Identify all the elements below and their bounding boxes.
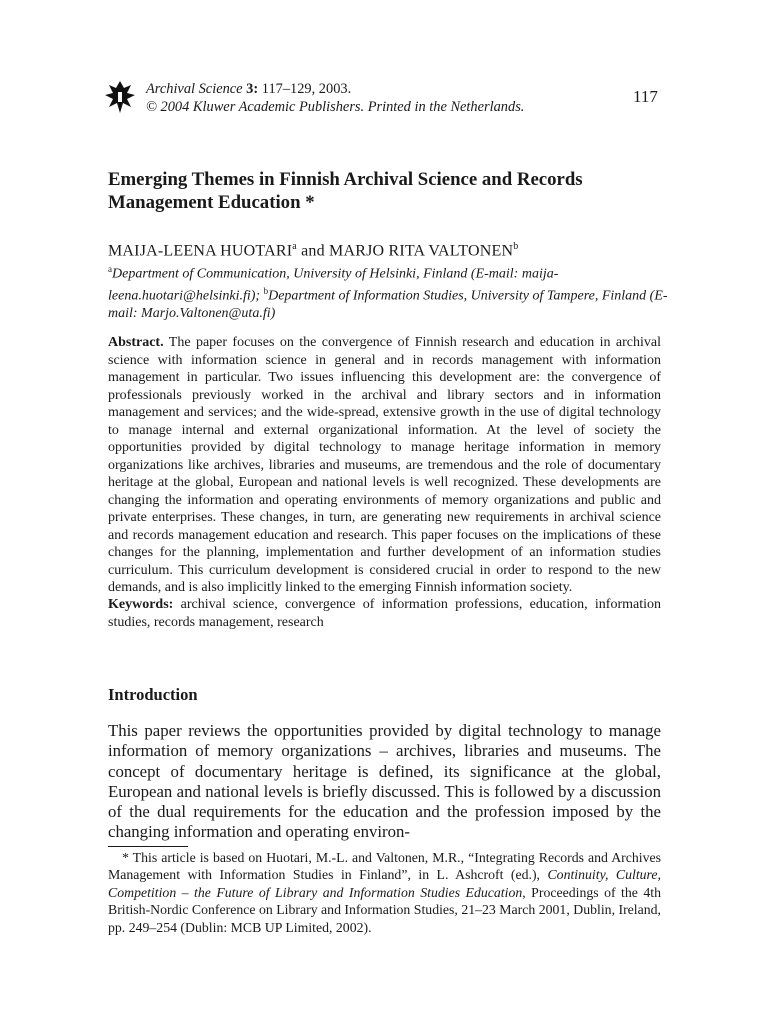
keywords-label: Keywords:	[108, 597, 174, 612]
keywords-block	[108, 596, 661, 631]
keywords-text: archival science, convergence of information professions, education, information studies, records management, research	[108, 597, 661, 630]
abstract-text: The paper focuses on the convergence of Finnish research and education in archival science with information science in general and in records management with information management in particular. Two issues influencing this development are: the convergence of professionals previously worked in the archival and library sectors and in information management and services; and the wide-spread, extensive growth in the use of digital technology to manage internal and external organizational information. At the level of society the opportunities provided by digital technology to manage heritage information in memory organizations like archives, libraries and museums, are tremendous and the role of documentary heritage at the global, European and national levels is well recognized. These developments are changing the information and operating environments of memory organizations and public and private enterprises. These changes, in turn, are generating new requirements in archival science and records management education and research. This paper focuses on the implications of these changes for the planning, implementation and further development of an information studies curriculum. This curriculum development is considered crucial in order to respond to the new demands, and is also implicitly linked to the emerging Finnish information society.	[108, 335, 661, 595]
footnote-book-title: Continuity, Culture, Competition – the Future of Library and Information Studies Education	[108, 867, 661, 900]
paper-title	[108, 168, 668, 214]
page-number: 117	[633, 87, 658, 106]
publisher-logo-icon	[104, 80, 136, 114]
author-1-sup: a	[292, 241, 297, 252]
author-1: MAIJA-LEENA HUOTARI	[108, 242, 293, 260]
journal-pages-year: 117–129, 2003.	[261, 81, 352, 97]
copyright-line: © 2004 Kluwer Academic Publishers. Printed in the Netherlands.	[146, 99, 525, 115]
abstract-label: Abstract.	[108, 335, 164, 350]
author-conjunction: and	[296, 242, 330, 260]
journal-citation	[146, 80, 524, 98]
title-footnote-mark: *	[305, 192, 315, 213]
affiliation-a: Department of Communication, University of Helsinki, Finland (E-mail: maija-leena.huotari@helsinki.fi);	[108, 266, 559, 304]
author-2: MARJO RITA VALTONEN	[329, 242, 514, 260]
affiliation-a-mark: a	[108, 264, 112, 274]
abstract-block	[108, 334, 661, 597]
introduction-paragraph: This paper reviews the opportunities provided by digital technology to manage information of memory organizations – archives, libraries and museums. The concept of documentary heritage is defined, its significance at the global, European and national levels is briefly discussed. This is followed by a discussion of the dual requirements for the education and the profession imposed by the changing information and operating environ-	[108, 721, 661, 842]
journal-name: Archival Science	[146, 81, 243, 97]
section-heading-introduction: Introduction	[108, 685, 198, 704]
author-2-sup: b	[513, 241, 519, 252]
footnote-divider	[108, 846, 188, 847]
affiliation-b: Department of Information Studies, University of Tampere, Finland (E-mail: Marjo.Valtonen@uta.fi)	[108, 288, 668, 322]
footnote-text-2: , Proceedings of the 4th British-Nordic Conference on Library and Information Studies, 21–23 March 2001, Dublin, Ireland, pp. 249–254 (Dublin: MCB UP Limited, 2002).	[108, 884, 661, 935]
author-line	[108, 241, 518, 260]
journal-header	[146, 80, 524, 116]
title-text: Emerging Themes in Finnish Archival Science and Records Management Education	[108, 169, 583, 213]
footnote-text-1: * This article is based on Huotari, M.-L. and Valtonen, M.R., “Integrating Records and Archives Management with Information Studies in Finland”, in L. Ashcroft (ed.),	[108, 850, 661, 883]
journal-volume: 3:	[246, 81, 259, 97]
affiliations	[108, 261, 668, 323]
affiliation-b-mark: b	[263, 286, 269, 297]
footnote	[108, 849, 661, 936]
